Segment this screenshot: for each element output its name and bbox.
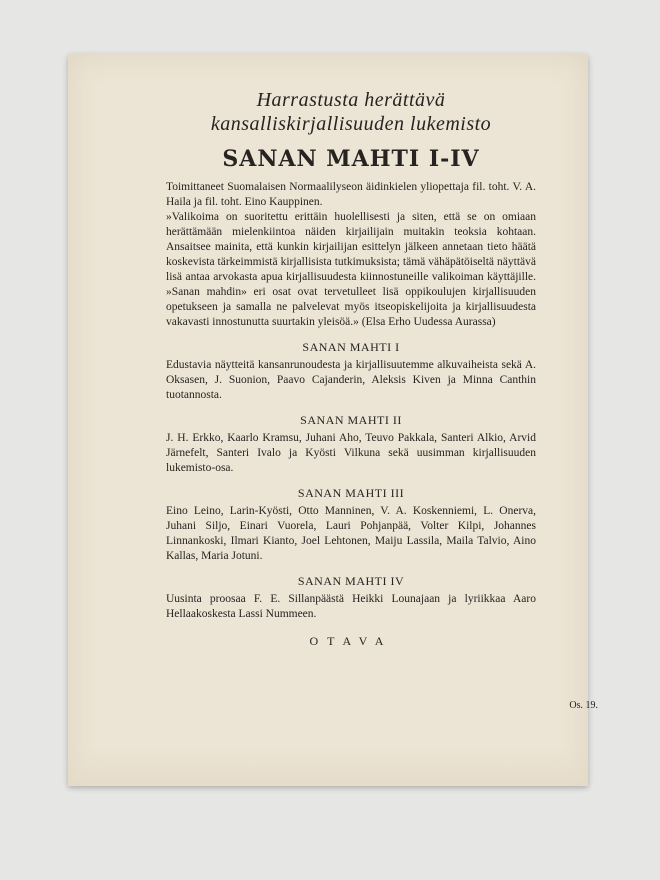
review-quote: »Valikoima on suoritettu erittäin huolellisesti ja siten, että se on omiaan herättämään mielenkiintoa näiden kirjailijain muitakin teoksia kohtaan. Ansaitsee mainita, että kunkin kirjailijan esittelyn jälkeen annetaan tieto häätä koskevista tärkeimmistä kirjallisista tutkimuksista; tämä vähäpätöiseltä näyttävä lisä antaa arvokasta apua kirjallisuudesta kiinnostuneille valikoiman käyttäjille. »Sanan mahdin» eri osat ovat tervetulleet lisä oppikoulujen kirjallisuuden opetukseen ja samalla ne palvelevat myös itseopiskelijoita ja kirjallisuudesta vakavasti innostunutta suurtakin yleisöä.» (Elsa Erho Uudessa Aurassa): [166, 211, 536, 328]
tagline-line-1: Harrastusta herättävä: [256, 89, 446, 111]
editors-text: Toimittaneet Suomalaisen Normaalilyseon äidinkielen yliopettaja fil. toht. V. A. Haila ja fil. toht. Eino Kauppinen.: [166, 181, 536, 208]
section-heading-3: SANAN MAHTI III: [297, 486, 405, 500]
section-heading-4: SANAN MAHTI IV: [297, 574, 405, 588]
catalog-code: Os. 19.: [569, 700, 598, 711]
tagline-line-2: kansalliskirjallisuuden lukemisto: [210, 113, 492, 135]
book-title: SANAN MAHTI I-IV: [222, 146, 480, 172]
cover-text: [166, 88, 536, 649]
section-heading-2: SANAN MAHTI II: [300, 413, 402, 427]
section-text-3: Eino Leino, Larin-Kyösti, Otto Manninen, V. A. Koskenniemi, L. Onerva, Juhani Siljo, Einari Vuorela, Lauri Pohjanpää, Volter Kilpi, Johannes Linnankoski, Ilmari Kianto, Joel Lehtonen, Maiju Lassila, Maila Talvio, Aino Kallas, Maria Jotuni.: [166, 505, 536, 562]
section-text-4: Uusinta proosaa F. E. Sillanpäästä Heikki Lounajaan ja lyriikkaa Aaro Hellaakoskesta Lassi Nummeen.: [166, 593, 536, 620]
section-heading-1: SANAN MAHTI I: [302, 340, 400, 354]
section-text-1: Edustavia näytteitä kansanrunoudesta ja kirjallisuutemme alkuvaiheista sekä A. Oksasen, J. Suonion, Paavo Cajanderin, Aleksis Kiven ja Minna Canthin tuotannosta.: [166, 359, 536, 401]
publisher-name: OTAVA: [309, 634, 393, 648]
section-text-2: J. H. Erkko, Kaarlo Kramsu, Juhani Aho, Teuvo Pakkala, Santeri Alkio, Arvid Järnefelt, Santeri Ivalo ja Kyösti Vilkuna sekä uusimman kirjallisuuden lukemisto-osa.: [166, 432, 536, 474]
